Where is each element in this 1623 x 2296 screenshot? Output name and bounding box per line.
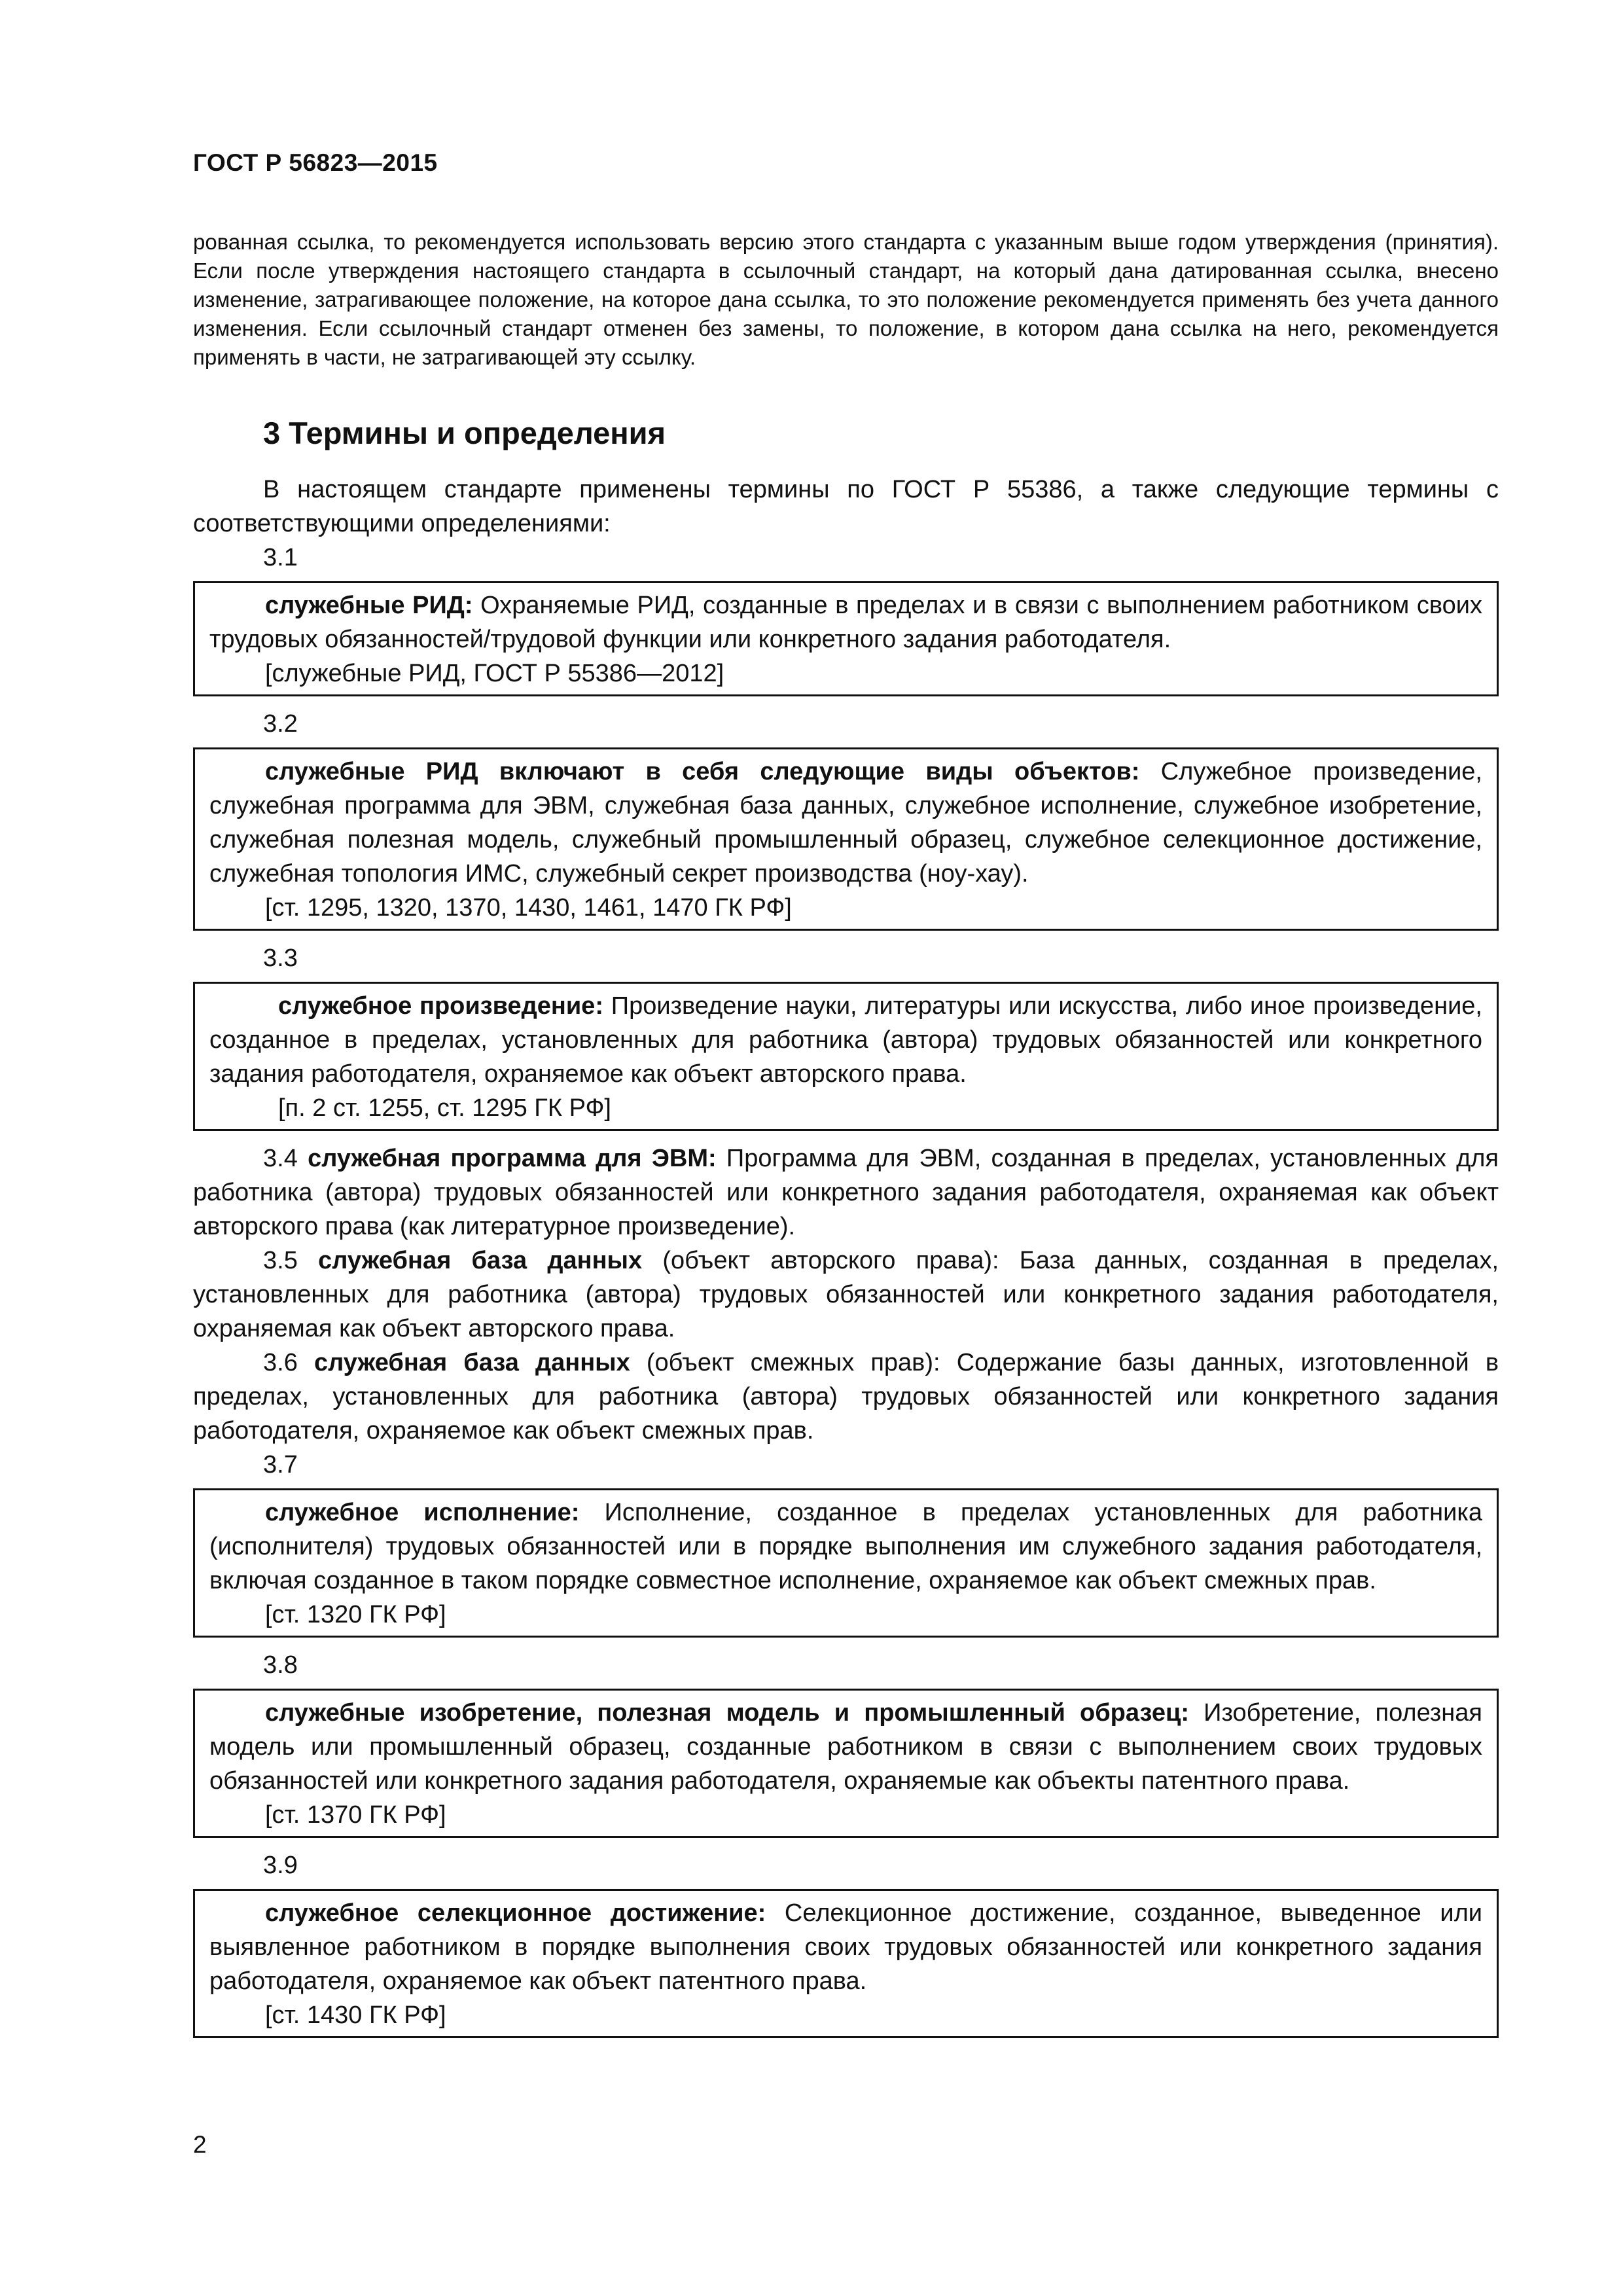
term-source: [ст. 1320 ГК РФ] [265, 1601, 446, 1628]
document-header: ГОСТ Р 56823—2015 [193, 149, 438, 176]
term-source: [ст. 1430 ГК РФ] [265, 2001, 446, 2029]
term-text: Произведение науки, литературы или искусства, либо иное произведение, созданное в пределах, установленных для работника (автора) трудовых обязанностей или конкретного задания работодателя, охраняемое как объект авторского права. [209, 992, 1482, 1088]
term-name: служебные изобретение, полезная модель и промышленный образец: [265, 1699, 1190, 1727]
term-name: служебные РИД: [265, 592, 473, 619]
term-box [193, 1889, 1499, 2038]
term-definition [209, 588, 1482, 656]
term-box [193, 581, 1499, 696]
term-number: 3.8 [263, 1651, 298, 1679]
term-source: [служебные РИД, ГОСТ Р 55386—2012] [265, 660, 724, 687]
term-source: [ст. 1370 ГК РФ] [265, 1801, 446, 1829]
term-definition [209, 989, 1482, 1091]
term-box [193, 1689, 1499, 1838]
term-number: 3.3 [263, 944, 298, 972]
term-name: служебные РИД включают в себя следующие виды объектов: [265, 758, 1140, 785]
term-number: 3.5 [263, 1247, 298, 1274]
terms-content [193, 473, 1499, 2049]
term-box [193, 1488, 1499, 1638]
term-text: Программа для ЭВМ, созданная в пределах, установленных для работника (автора) трудовых обязанностей или конкретного задания работодателя, охраняемая как объект авторского права (как литературное произведение). [193, 1145, 1499, 1240]
term-definition [209, 755, 1482, 891]
term-definition [209, 1496, 1482, 1598]
section-title: 3 Термины и определения [263, 416, 666, 450]
term-source: [п. 2 ст. 1255, ст. 1295 ГК РФ] [278, 1094, 611, 1122]
term-definition [209, 1896, 1482, 1998]
term-name: служебная база данных [318, 1247, 643, 1274]
term-text: (объект смежных прав): Содержание базы данных, изготовленной в пределах, установленных для работника (автора) трудовых обязанностей или конкретного задания работодателя, охраняемое как объект смежных прав. [193, 1349, 1499, 1444]
term-name: служебное произведение: [278, 992, 603, 1020]
term-name: служебное селекционное достижение: [265, 1899, 766, 1927]
term-paragraph [193, 1346, 1499, 1448]
term-number: 3.4 [263, 1145, 298, 1172]
term-text: Охраняемые РИД, созданные в пределах и в связи с выполнением работником своих трудовых обязанностей/трудовой функции или конкретного задания работодателя. [209, 592, 1482, 653]
page-number: 2 [193, 2131, 207, 2158]
term-number: 3.9 [263, 1852, 298, 1879]
term-paragraph [193, 1141, 1499, 1244]
term-text: Изобретение, полезная модель или промышленный образец, созданные работником в связи с выполнением своих трудовых обязанностей или конкретного задания работодателя, охраняемые как объекты патентного права. [209, 1699, 1482, 1795]
term-name: служебное исполнение: [265, 1499, 580, 1526]
term-box [193, 747, 1499, 931]
term-text: Селекционное достижение, созданное, выведенное или выявленное работником в порядке выполнения своих трудовых обязанностей или конкретного задания работодателя, охраняемое как объект патентного права. [209, 1899, 1482, 1995]
term-number: 3.2 [263, 710, 298, 738]
term-box [193, 982, 1499, 1131]
term-text: (объект авторского права): База данных, созданная в пределах, установленных для работника (автора) трудовых обязанностей или конкретного задания работодателя, охраняемая как объект авторского права. [193, 1247, 1499, 1342]
term-paragraph [193, 1244, 1499, 1346]
term-text: Исполнение, созданное в пределах установленных для работника (исполнителя) трудовых обязанностей или в порядке выполнения им служебного задания работодателя, включая созданное в таком порядке совместное исполнение, охраняемое как объект смежных прав. [209, 1499, 1482, 1594]
term-name: служебная программа для ЭВМ: [308, 1145, 717, 1172]
section-intro: В настоящем стандарте применены термины по ГОСТ Р 55386, а также следующие термины с соответствующими определениями: [193, 476, 1499, 537]
term-text: Служебное произведение, служебная программа для ЭВМ, служебная база данных, служебное исполнение, служебное изобретение, служебная полезная модель, служебный промышленный образец, служебное селекционное достижение, служебная топология ИМС, служебный секрет производства (ноу-хау). [209, 758, 1482, 888]
term-number: 3.7 [263, 1451, 298, 1479]
term-source: [ст. 1295, 1320, 1370, 1430, 1461, 1470 ГК РФ] [265, 894, 792, 922]
term-definition [209, 1696, 1482, 1798]
term-number: 3.6 [263, 1349, 298, 1376]
intro-paragraph: рованная ссылка, то рекомендуется использовать версию этого стандарта с указанным выше годом утверждения (принятия). Если после утверждения настоящего стандарта в ссылочный стандарт, на который дана датированная ссылка, внесено изменение, затрагивающее положение, на которое дана ссылка, то это положение рекомендуется применять без учета данного изменения. Если ссылочный стандарт отменен без замены, то положение, в котором дана ссылка на него, рекомендуется применять в части, не затрагивающей эту ссылку. [193, 230, 1499, 369]
term-name: служебная база данных [313, 1349, 630, 1376]
term-number: 3.1 [263, 544, 298, 571]
